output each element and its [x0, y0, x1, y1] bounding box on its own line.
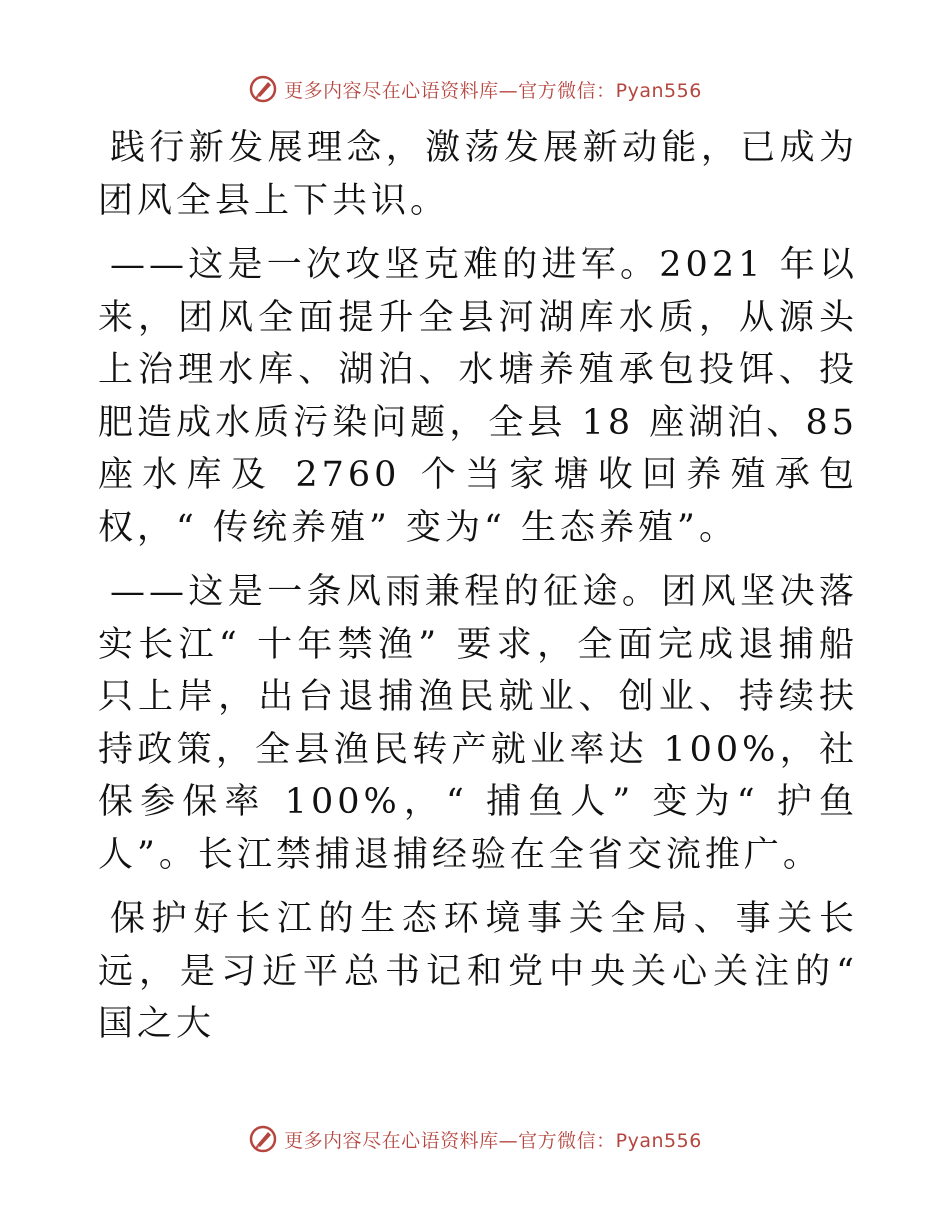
header-watermark — [0, 74, 950, 104]
paragraph: ——这是一条风雨兼程的征途。团风坚决落实长江“ 十年禁渔” 要求，全面完成退捕船只上岸，出台退捕渔民就业、创业、持续扶持政策，全县渔民转产就业率达 100%，社保参保率 100%，“ 捕鱼人” 变为“ 护鱼人”。长江禁捕退捕经验在全省交流推广。 — [98, 572, 858, 875]
watermark-text: 更多内容尽在心语资料库—官方微信：Pyan556 — [284, 1129, 702, 1152]
pen-logo-icon — [248, 74, 278, 104]
paragraph: 保护好长江的生态环境事关全局、事关长远，是习近平总书记和党中央关心关注的“ 国之大 — [98, 899, 858, 1044]
pen-logo-icon — [248, 1124, 278, 1154]
footer-watermark — [0, 1124, 950, 1154]
paragraph: ——这是一次攻坚克难的进军。2021 年以来，团风全面提升全县河湖库水质，从源头上治理水库、湖泊、水塘养殖承包投饵、投肥造成水质污染问题，全县 18 座湖泊、85 座水库及 2760 个当家塘收回养殖承包权，“ 传统养殖” 变为“ 生态养殖”。 — [98, 245, 858, 548]
paragraph: 践行新发展理念，激荡发展新动能，已成为团风全县上下共识。 — [98, 128, 858, 221]
watermark-text: 更多内容尽在心语资料库—官方微信：Pyan556 — [284, 79, 702, 102]
document-body — [98, 122, 858, 1063]
